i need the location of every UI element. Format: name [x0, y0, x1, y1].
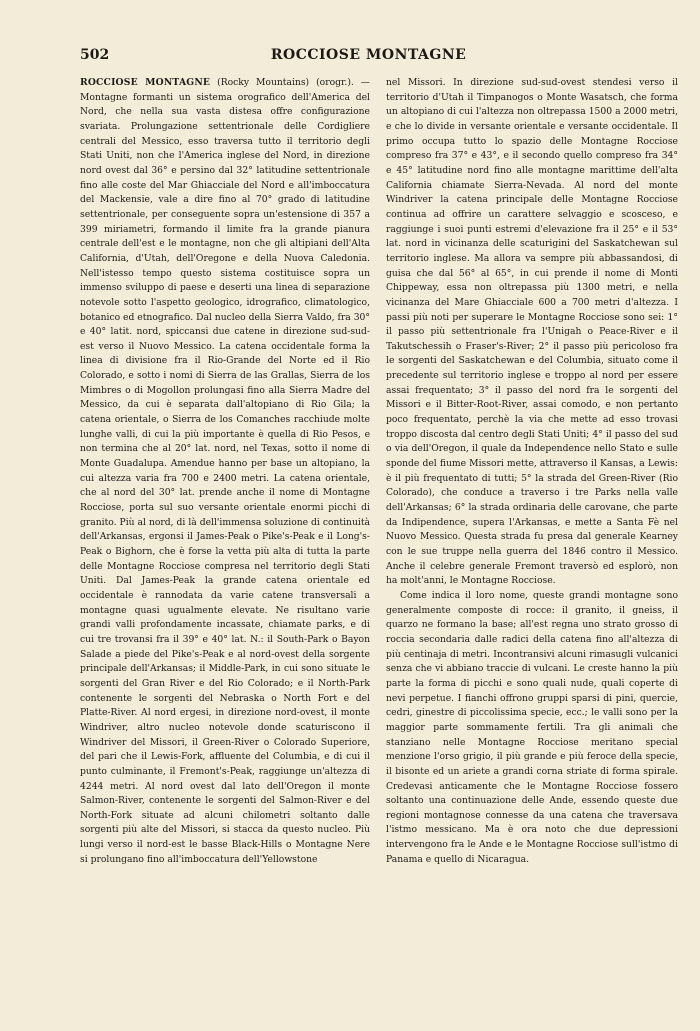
- entry-text: (Rocky Mountains) (orogr.). — Montagne formanti un sistema orografico dell'America del Nord, che nella sua vasta distesa offre configurazione svariata. Prolungazione settentrionale delle Cordigliere centrali del Messico, esso traversa tutto il territorio degli Stati Uniti, non che l'America inglese del Nord, in direzione nord ovest dal 36° e persino dal 32° latitudine settentrionale fino alle coste del Mar Ghiacciale del Nord e all'imboccatura del Mackensie, vale a dire fino al 70° grado di latitudine settentrionale, per conseguente sopra un'estensione di 357 a 399 miriametri, formando il limite fra la grande pianura centrale dell'est e le montagne, non che gli altipiani dell'Alta California, d'Utah, dell'Oregone e della Nuova Caledonia. Nell'istesso tempo questo sistema costituisce sopra un immenso sviluppo di paese e deserti una linea di separazione notevole sotto l'aspetto geologico, idrografico, climatologico, botanico ed etnografico. Dal nucleo della Sierra Valdo, fra 30° e 40° latit. nord, spiccansi due catene in direzione sud-sud-est verso il Nuovo Messico. La catena occidentale forma la linea di divisione fra il Rio-Grande del Norte ed il Rio Colorado, e sotto i nomi di Sierra de las Grallas, Sierra de los Mimbres o di Mogollon prolungasi fino alla Sierra Madre del Messico, da cui è separata dall'altopiano di Rio Gila; la catena orientale, o Sierra de los Comanches racchiude molte lunghe valli, di cui la più importante è quella di Rio Pesos, e non termina che al 20° lat. nord, nel Texas, sotto il nome di Monte Guadalupa. Amendue hanno per base un altopiano, la cui altezza varia fra 700 e 2400 metri. La catena orientale, che al nord del 30° lat. prende anche il nome di Montagne Rocciose, porta sul suo versante orientale enormi picchi di granito. Più al nord, di là dell'immensa soluzione di continuità dell'Arkansas, ergonsi il James-Peak o Pike's-Peak e il Long's-Peak o Bighorn, che è forse la vetta più alta di tutta la parte delle Montagne Rocciose compresa nel territorio degli Stati Uniti. Dal James-Peak la grande catena orientale ed occidentale è rannodata da varie catene transversali a montagne quasi ugualmente elevate. Ne risultano varie grandi valli profondamente incassate, chiamate parks, e di cui tre trovansi fra il 39° e 40° lat. N.: il South-Park o Bayon Salade a piede del Pike's-Peak e al nord-ovest della sorgente principale dell'Arkansas; il Middle-Park, in cui sono situate le sorgenti del Gran River e del Rio Colorado; e il North-Park contenente le sorgenti del Nebraska o North Fort e del Platte-River. Al nord ergesi, in direzione nord-ovest, il monte Windriver, altro nucleo notevole donde scaturiscono il Windriver del Missori, il Green-River o Colorado Superiore, del pari che il Lewis-Fork, affluente del Columbia, e di cui il punto culminante, il Fremont's-Peak, raggiunge un'altezza di 4244 metri. Al nord ovest dal lato dell'Oregon il monte Salmon-River, contenente le sorgenti del Salmon-River e del North-Fork situate ad alcuni chilometri soltanto dalle sorgenti più alte del Missori, si stacca da questo nucleo. Più lungi verso il nord-est le basse Black-Hills o Montagne Nere si prolungano fino all'imboccatura dell'Yellowstone: [80, 77, 370, 865]
- entry-headword: ROCCIOSE MONTAGNE: [80, 77, 211, 88]
- running-title: ROCCIOSE MONTAGNE: [270, 47, 467, 63]
- paragraph-composition: Come indica il loro nome, queste grandi montagne sono generalmente composte di rocce: il granito, il gneiss, il quarzo ne formano la base; all'est regna uno strato grosso di roccia secondaria dalle radici della catena fino all'altezza di più centinaja di metri. Incontransivi alcuni rimasugli vulcanici senza che vi abbiano traccie di vulcani. Le creste hanno la più parte la forma di picchi e sono quali nude, quali coperte di nevi perpetue. I fianchi offrono gruppi sparsi di pini, quercie, cedri, ginestre di piccolissima specie, ecc.; le valli sono per la maggior parte sommamente fertili. Tra gli animali che stanziano nelle Montagne Rocciose meritano special menzione l'orso grigio, il più grande e più feroce della specie, il bisonte ed un ariete a grandi corna striate di forma spirale. Credevasi anticamente che le Montagne Rocciose fossero soltanto una continuazione delle Ande, essendo queste due regioni montagnose connesse da una catena che traversava l'istmo messicano. Ma è ora noto che due depressioni intervengono fra le Ande e le Montagne Rocciose sull'istmo di Panama e quello di Nicaragua.: [386, 589, 678, 865]
- entry-paragraph: [80, 76, 370, 867]
- left-column: [80, 76, 370, 867]
- page-header: [80, 44, 668, 66]
- paragraph-continuation: nel Missori. In direzione sud-sud-ovest stendesi verso il territorio d'Utah il Timpanogos o Monte Wasatsch, che forma un altopiano di cui l'altezza non oltrepassa 1500 a 2000 metri, e che lo divide in versante orientale e versante occidentale. Il primo occupa tutto lo spazio delle Montagne Rocciose compreso fra 37° e 43°, e il secondo quello compreso fra 34° e 45° latitudine nord fino alle montagne marittime dell'alta California chiamate Sierra-Nevada. Al nord del monte Windriver la catena principale delle Montagne Rocciose continua ad offrire un carattere selvaggio e scosceso, e raggiunge i suoi punti estremi d'elevazione fra il 25° e il 53° lat. nord in vicinanza delle scaturigini del Saskatchewan sul territorio inglese. Ma allora va sempre più abbassandosi, di guisa che dal 56° al 65°, in cui prende il nome di Monti Chippeway, essa non oltrepassa più 1300 metri, e nella vicinanza del Mare Ghiacciale 600 a 700 metri d'altezza. I passi più noti per superare le Montagne Rocciose sono sei: 1° il passo più settentrionale fra l'Unigah o Peace-River e il Takutschessih o Fraser's-River; 2° il passo più pericoloso fra le sorgenti del Saskatchewan e del Columbia, situato come il precedente sul territorio inglese e troppo al nord per essere assai frequentato; 3° il passo del nord fra le sorgenti del Missori e il Bitter-Root-River, assai comodo, e non pertanto poco frequentato, perchè la via che mette ad esso trovasi troppo discosta dal centro degli Stati Uniti; 4° il passo del sud o via dell'Oregon, il quale da Independence nello Stato e sulle sponde del fiume Missori mette, attraverso il Kansas, a Lewis: è il più frequentato di tutti; 5° la strada del Green-River (Rio Colorado), che conduce a traverso i tre Parks nella valle dell'Arkansas; 6° la strada ordinaria delle carovane, che parte da Indipendence, supera l'Arkansas, e mette a Santa Fè nel Nuovo Messico. Questa strada fu presa dal generale Kearney con le sue truppe nella guerra del 1846 contro il Messico. Anche il celebre generale Fremont traversò ed esplorò, non ha molt'anni, le Montagne Rocciose.: [386, 77, 678, 587]
- page-number: 502: [80, 47, 110, 63]
- right-column: [386, 76, 678, 867]
